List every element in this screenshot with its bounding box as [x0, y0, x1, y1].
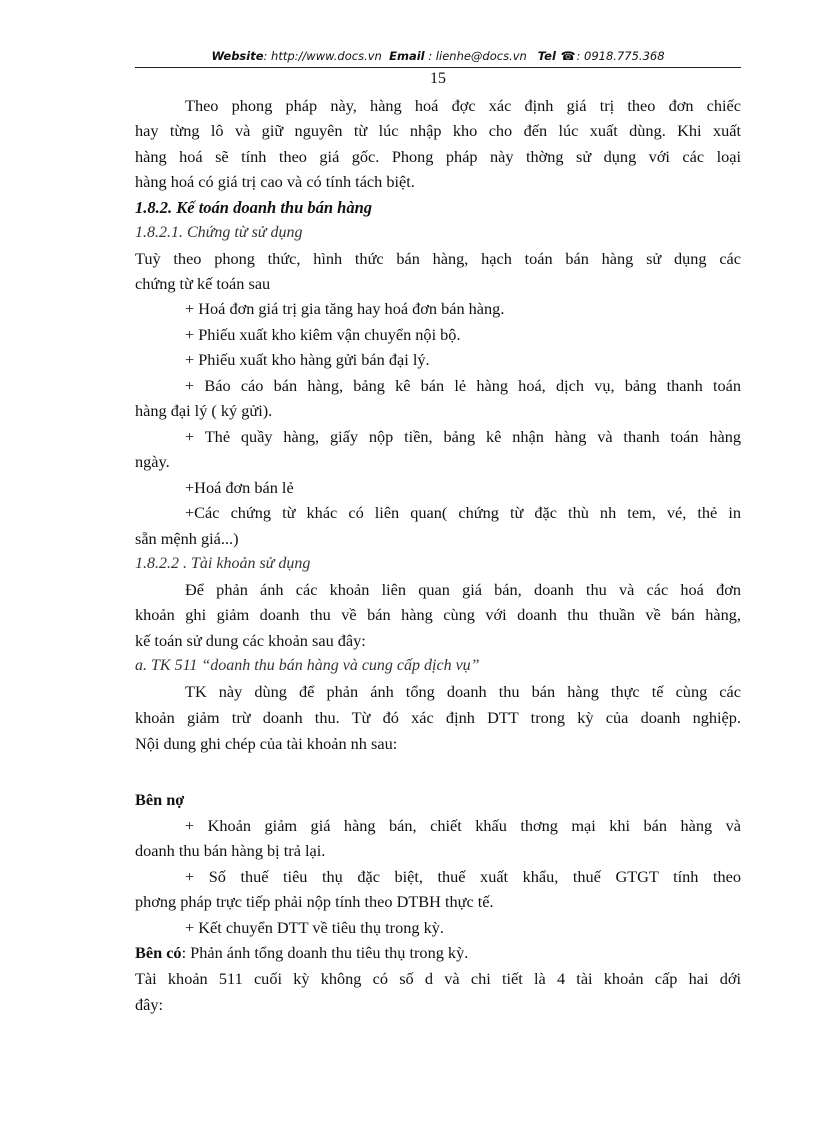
body-line: hàng hoá sẽ tính theo giá gốc. Phong pháp này thờng sử dụng với các loại	[135, 147, 741, 166]
body-line: Nội dung ghi chép của tài khoản nh sau:	[135, 734, 398, 753]
subsection-heading: 1.8.2.2 . Tài khoản sử dụng	[135, 555, 311, 572]
list-item-continuation: hàng đại lý ( ký gửi).	[135, 401, 273, 420]
body-line: đây:	[135, 995, 164, 1014]
section-heading: 1.8.2. Kế toán doanh thu bán hàng	[135, 198, 373, 217]
account-heading: a. TK 511 “doanh thu bán hàng và cung cấp dịch vụ”	[135, 657, 480, 674]
list-item-continuation: sẵn mệnh giá...)	[135, 529, 239, 548]
email-value: : lienhe@docs.vn	[424, 49, 527, 63]
email-label: Email	[389, 49, 425, 63]
list-item: + Phiếu xuất kho hàng gửi bán đại lý.	[185, 350, 430, 369]
subsection-heading: 1.8.2.1. Chứng từ sử dụng	[135, 224, 303, 241]
list-item-continuation: ngày.	[135, 452, 170, 471]
body-line: hay từng lô và giữ nguyên từ lúc nhập kho cho đến lúc xuất dùng. Khi xuất	[135, 121, 741, 140]
website-value: : http://www.docs.vn	[263, 49, 382, 63]
debit-side-label: Bên nợ	[135, 790, 185, 809]
body-line: TK này dùng để phản ánh tổng doanh thu bán hàng thực tế cùng các	[185, 682, 741, 701]
list-item: +Các chứng từ khác có liên quan( chứng từ đặc thù nh tem, vé, thẻ in	[185, 503, 741, 522]
list-item: + Thẻ quầy hàng, giấy nộp tiền, bảng kê nhận hàng và thanh toán hàng	[185, 427, 741, 446]
list-item: + Phiếu xuất kho kiêm vận chuyển nội bộ.	[185, 325, 461, 344]
page-number: 15	[430, 70, 446, 87]
body-line: khoản ghi giảm doanh thu về bán hàng cùng với doanh thu thuần về bán hàng,	[135, 605, 741, 624]
body-line: Tài khoản 511 cuối kỳ không có số d và chi tiết là 4 tài khoản cấp hai dới	[135, 969, 741, 988]
telephone-icon: ☎	[560, 49, 576, 63]
body-line: kế toán sử dung các khoản sau đây:	[135, 631, 366, 650]
body-line: hàng hoá có giá trị cao và có tính tách biệt.	[135, 172, 415, 191]
body-line: Theo phong pháp này, hàng hoá đợc xác định giá trị theo đơn chiếc	[185, 96, 741, 115]
list-item: + Hoá đơn giá trị gia tăng hay hoá đơn bán hàng.	[185, 299, 505, 318]
list-item: + Số thuế tiêu thụ đặc biệt, thuế xuất khẩu, thuế GTGT tính theo	[185, 867, 741, 886]
tel-label: Tel	[537, 49, 556, 63]
list-item: + Khoản giảm giá hàng bán, chiết khấu thơng mại khi bán hàng và	[185, 816, 741, 835]
header-divider	[135, 67, 741, 68]
list-item-continuation: doanh thu bán hàng bị trả lại.	[135, 841, 326, 860]
body-line: khoản giảm trừ doanh thu. Từ đó xác định DTT trong kỳ của doanh nghiệp.	[135, 708, 741, 727]
credit-side-line	[135, 942, 741, 964]
list-item: + Báo cáo bán hàng, bảng kê bán lẻ hàng hoá, dịch vụ, bảng thanh toán	[185, 376, 741, 395]
body-line: chứng từ kế toán sau	[135, 274, 271, 293]
credit-side-label: Bên có	[135, 943, 182, 962]
website-label: Website	[211, 49, 264, 63]
body-line: Để phản ánh các khoản liên quan giá bán, doanh thu và các hoá đơn	[185, 580, 741, 599]
body-line: Tuỳ theo phong thức, hình thức bán hàng, hạch toán bán hàng sử dụng các	[135, 249, 741, 268]
credit-side-text: : Phản ánh tổng doanh thu tiêu thụ trong kỳ.	[181, 943, 469, 962]
list-item-continuation: phơng pháp trực tiếp phải nộp tính theo DTBH thực tế.	[135, 892, 494, 911]
page-header	[135, 49, 741, 63]
list-item: + Kết chuyển DTT về tiêu thụ trong kỳ.	[185, 918, 444, 937]
list-item: +Hoá đơn bán lẻ	[185, 478, 294, 497]
tel-value: : 0918.775.368	[576, 49, 665, 63]
